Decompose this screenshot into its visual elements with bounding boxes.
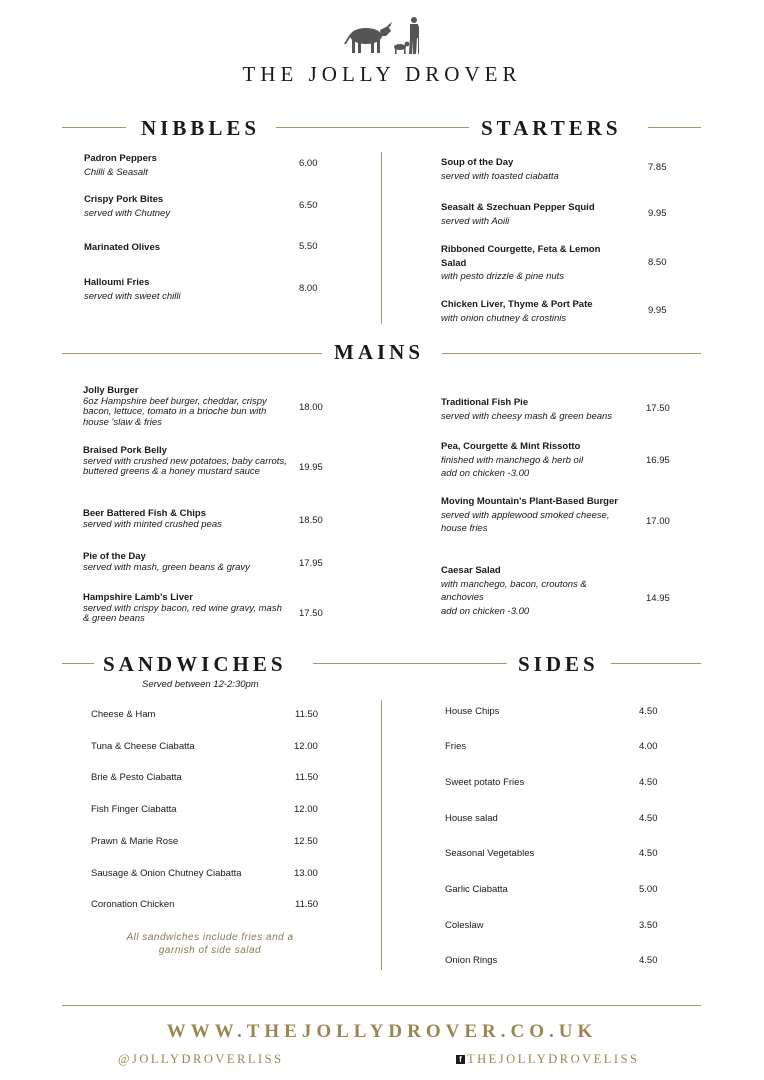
item-price: 9.95 [648,208,667,219]
menu-item [83,552,288,573]
item-name: Seasalt & Szechuan Pepper Squid [441,202,595,213]
item-price: 5.50 [299,241,318,252]
side-name: House Chips [445,706,500,717]
item-desc: served with cheesy mash & green beans [441,410,613,422]
item-desc: served with mash, green beans & gravy [83,561,250,573]
item-price: 8.00 [299,283,318,294]
side-name: House salad [445,813,498,824]
mains-heading: MAINS [334,340,425,364]
sides-heading: SIDES [518,652,599,676]
item-price: 17.50 [646,403,670,414]
menu-item [84,152,284,179]
sandwich-serving-times: Served between 12-2:30pm [142,679,259,690]
item-name: Marinated Olives [84,242,161,253]
menu-item [441,564,611,618]
item-price: 18.50 [299,515,323,526]
cow-and-drover-logo [338,14,428,56]
sandwiches-heading: SANDWICHES [103,652,287,676]
menu-item [83,386,288,428]
menu-item [441,156,631,183]
item-desc: served with sweet chilli [84,290,181,302]
sandwich-price: 12.50 [294,836,318,847]
facebook-icon: f [456,1055,465,1064]
side-name: Seasonal Vegetables [445,848,535,859]
item-name: Pea, Courgette & Mint Rissotto [441,441,581,452]
instagram-handle[interactable]: @JOLLYDROVERLISS [118,1052,284,1066]
side-name: Fries [445,741,467,752]
sandwich-name: Fish Finger Ciabatta [91,804,177,815]
side-price: 4.50 [639,706,658,717]
item-price: 18.00 [299,402,323,413]
item-desc: 6oz Hampshire beef burger, cheddar, crispy bacon, lettuce, tomato in a brioche bun with house 'slaw & fries [83,395,267,428]
item-price: 17.00 [646,516,670,527]
sandwich-price: 12.00 [294,804,318,815]
menu-item [84,241,284,255]
starters-heading: STARTERS [481,116,622,140]
menu-item [83,446,288,478]
menu-item [84,193,284,220]
item-desc: served with Chutney [84,207,171,219]
sandwich-price: 11.50 [295,772,319,783]
item-name: Caesar Salad [441,565,501,576]
sandwich-note: All sandwiches include fries and a garnish of side salad [126,932,294,956]
divider [62,127,126,128]
divider [313,663,507,664]
item-name: Chicken Liver, Thyme & Port Pate [441,299,593,310]
sandwich-name: Cheese & Ham [91,709,156,720]
menu-item [83,509,288,530]
item-name: Ribboned Courgette, Feta & Lemon Salad [441,244,601,269]
item-desc: with pesto drizzle & pine nuts [441,271,565,282]
sandwich-price: 13.00 [294,868,318,879]
item-addon: add on chicken -3.00 [441,468,530,479]
sandwich-price: 11.50 [295,899,319,910]
menu-item [441,298,631,325]
sandwich-name: Sausage & Onion Chutney Ciabatta [91,868,242,879]
side-price: 4.50 [639,777,658,788]
menu-item [83,593,288,625]
divider [62,663,94,664]
item-name: Pie of the Day [83,551,146,562]
divider [648,127,701,128]
item-price: 7.85 [648,162,667,173]
website-link[interactable]: WWW.THEJOLLYDROVER.CO.UK [166,1021,598,1042]
item-desc: Chilli & Seasalt [84,166,148,178]
item-name: Braised Pork Belly [83,445,167,456]
item-price: 6.50 [299,200,318,211]
item-price: 17.50 [299,608,323,619]
item-name: Halloumi Fries [84,277,150,288]
item-name: Beer Battered Fish & Chips [83,508,206,519]
divider [62,353,322,354]
facebook-handle[interactable] [456,1052,640,1067]
menu-item [441,396,631,423]
item-name: Jolly Burger [83,385,139,396]
side-price: 5.00 [639,884,658,895]
footer-divider [62,1005,701,1006]
sandwich-name: Brie & Pesto Ciabatta [91,772,182,783]
side-price: 3.50 [639,920,658,931]
item-price: 9.95 [648,305,667,316]
item-desc: served with minted crushed peas [83,518,222,530]
side-name: Coleslaw [445,920,484,931]
item-desc: with manchego, bacon, croutons & anchovies [441,578,587,603]
sandwich-price: 12.00 [294,741,318,752]
divider [442,353,701,354]
column-divider [381,152,382,324]
item-price: 6.00 [299,158,318,169]
item-desc: served with Aoili [441,215,510,227]
menu-item [441,440,631,481]
facebook-handle-text: THEJOLLYDROVELISS [467,1052,640,1066]
item-price: 14.95 [646,593,670,604]
item-price: 17.95 [299,558,323,569]
item-name: Soup of the Day [441,157,514,168]
item-desc: served with crispy bacon, red wine gravy, mash & green beans [83,602,282,624]
item-name: Traditional Fish Pie [441,397,529,408]
sandwich-price: 11.50 [295,709,319,720]
menu-item [84,276,284,303]
item-desc: served with toasted ciabatta [441,170,559,182]
nibbles-heading: NIBBLES [141,116,261,140]
side-name: Onion Rings [445,955,498,966]
side-price: 4.50 [639,955,658,966]
side-name: Garlic Ciabatta [445,884,508,895]
side-price: 4.00 [639,741,658,752]
item-name: Crispy Pork Bites [84,194,164,205]
item-name: Hampshire Lamb's Liver [83,592,193,603]
sandwich-name: Coronation Chicken [91,899,175,910]
side-name: Sweet potato Fries [445,777,525,788]
item-addon: add on chicken -3.00 [441,605,530,617]
side-price: 4.50 [639,848,658,859]
item-price: 8.50 [648,257,667,268]
item-desc: served with applewood smoked cheese, house fries [441,509,610,534]
sandwich-name: Tuna & Cheese Ciabatta [91,741,195,752]
sandwich-name: Prawn & Marie Rose [91,836,179,847]
item-name: Moving Mountain's Plant-Based Burger [441,496,618,507]
menu-item [441,243,621,284]
divider [276,127,469,128]
menu-item [441,201,631,228]
menu-item [441,495,626,536]
item-desc: served with crushed new potatoes, baby carrots, buttered greens & a honey mustard sauce [83,455,287,477]
item-price: 16.95 [646,455,670,466]
restaurant-name: THE JOLLY DROVER [242,62,522,86]
item-price: 19.95 [299,462,323,473]
item-name: Padron Peppers [84,153,157,164]
item-desc: with onion chutney & crostinis [441,312,567,324]
side-price: 4.50 [639,813,658,824]
divider [611,663,701,664]
column-divider [381,700,382,970]
item-desc: finished with manchego & herb oil [441,454,584,466]
